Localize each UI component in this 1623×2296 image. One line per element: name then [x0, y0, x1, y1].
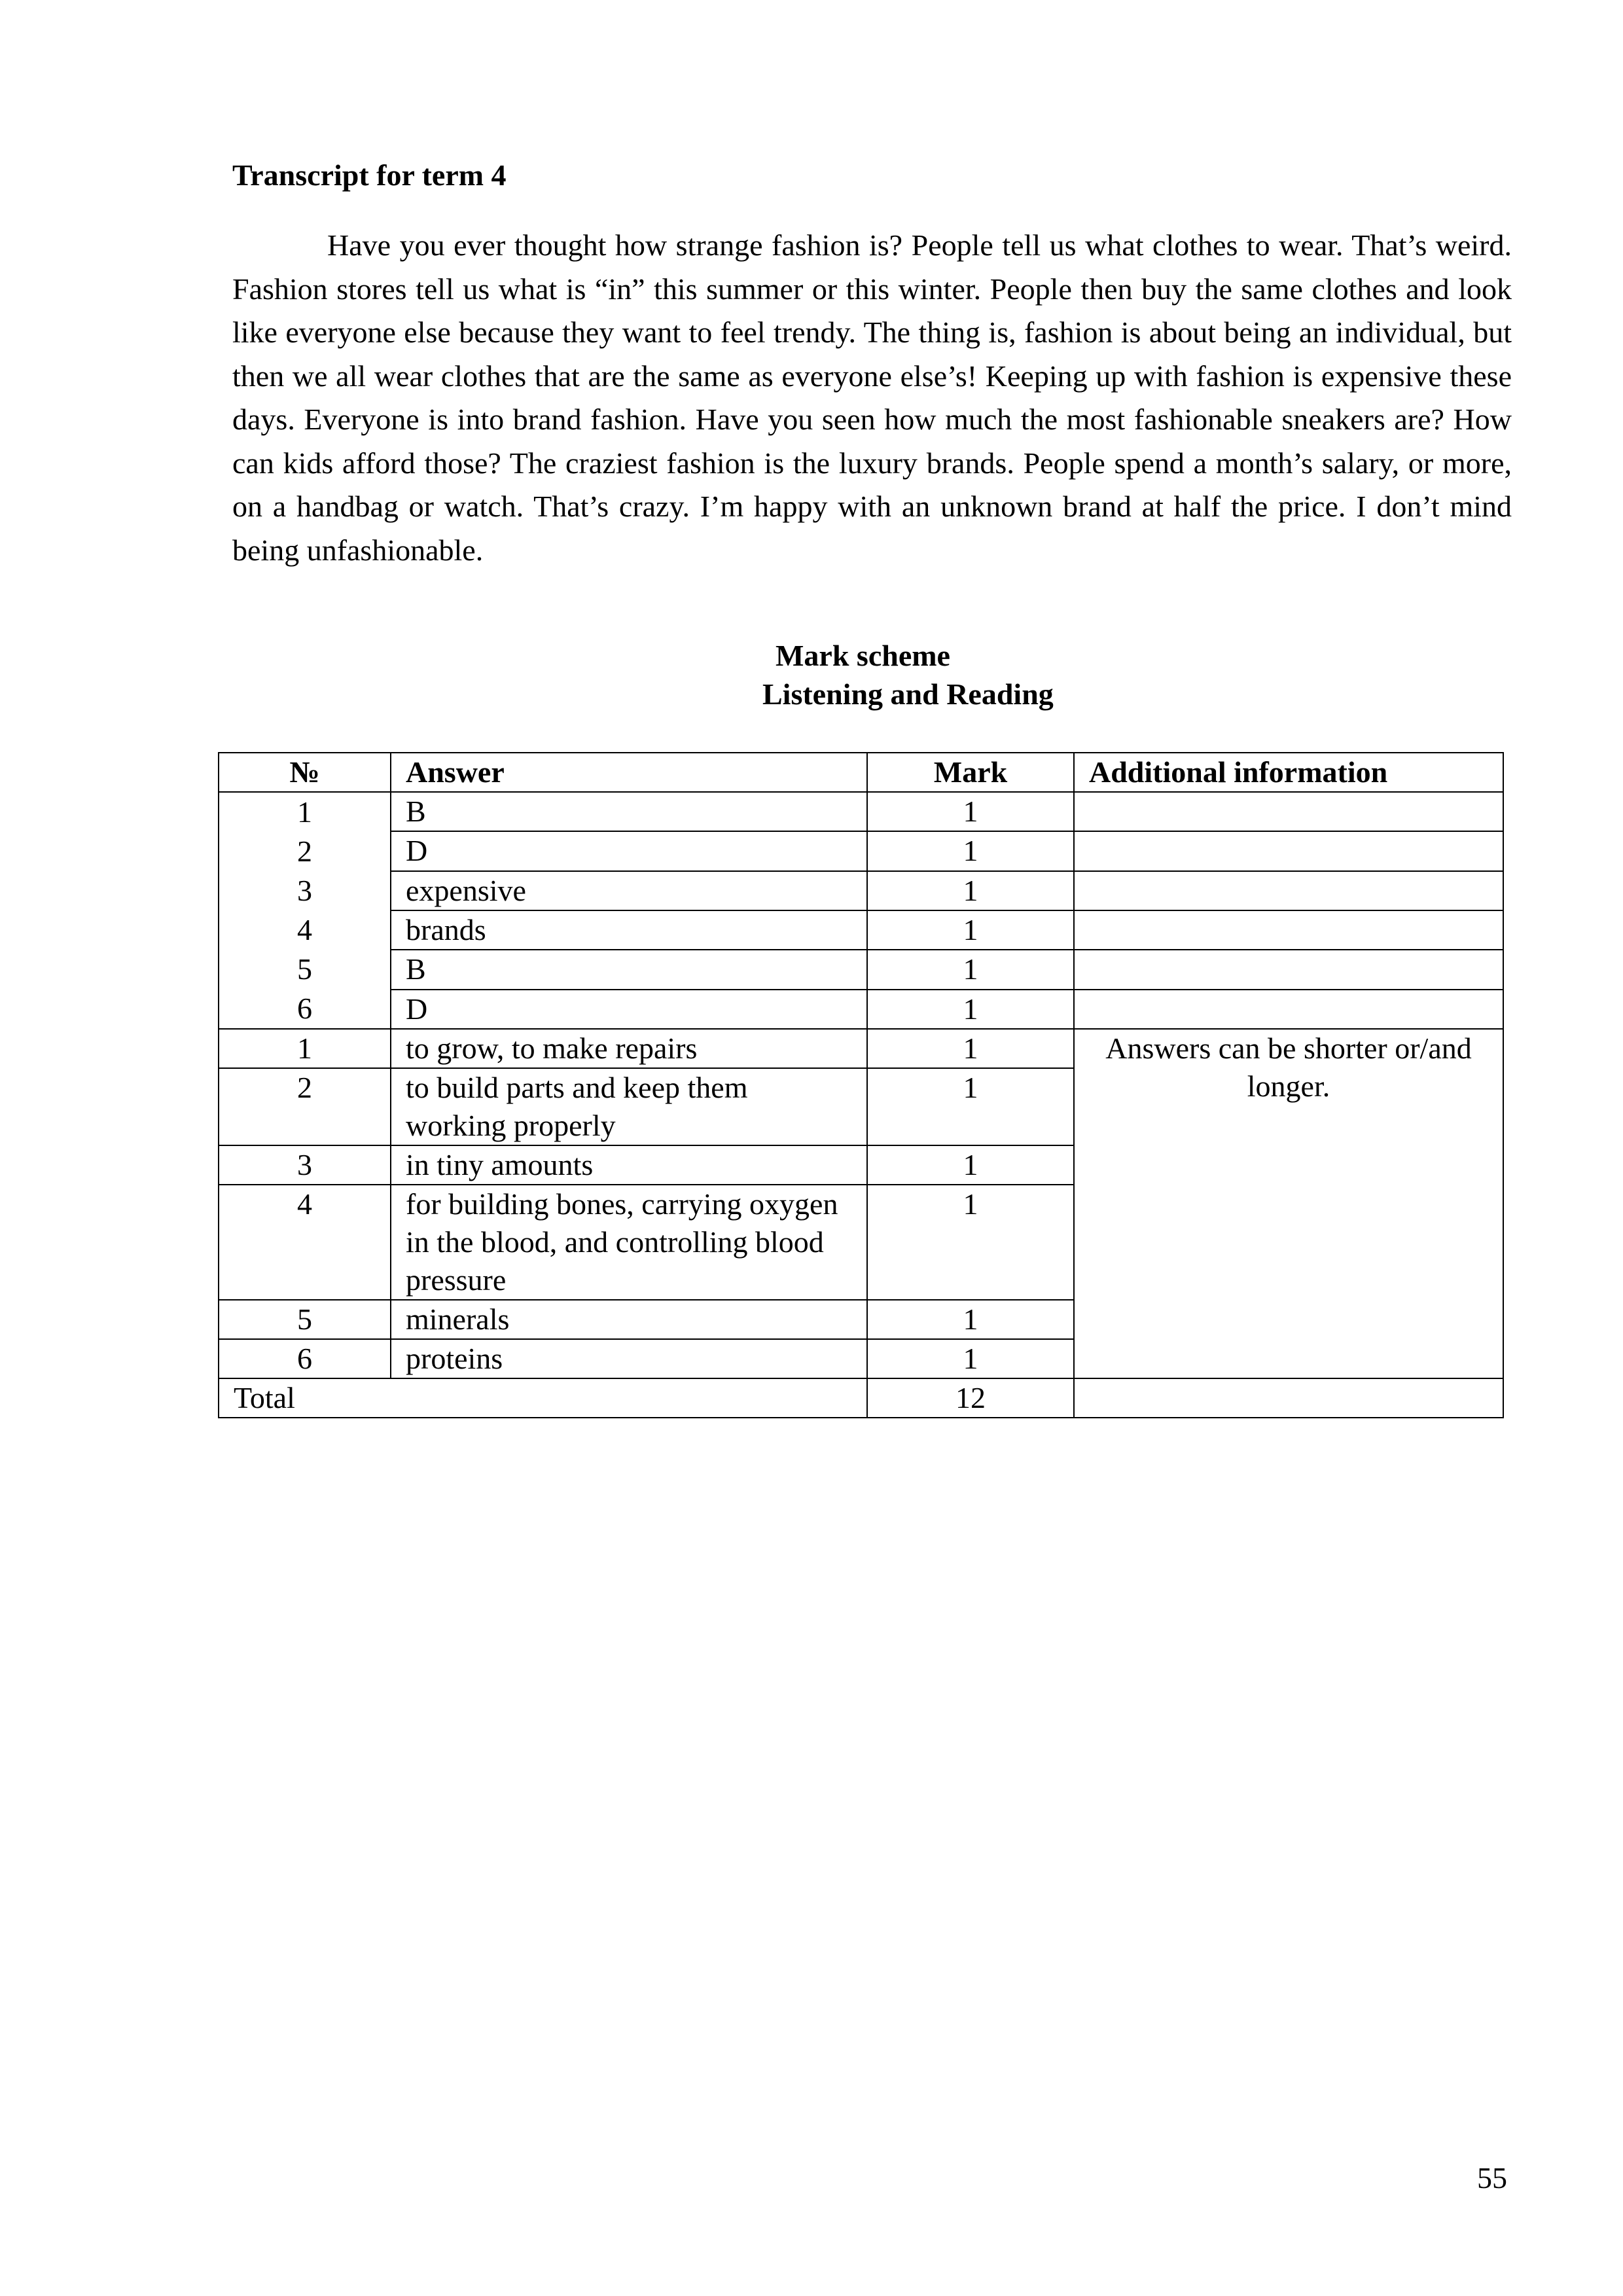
- row-number: 3: [297, 874, 312, 907]
- mark-cell: 1: [867, 1029, 1074, 1068]
- total-value: 12: [867, 1378, 1074, 1418]
- answer-cell: D: [391, 990, 867, 1029]
- answer-cell: expensive: [391, 871, 867, 910]
- additional-info-note: Answers can be shorter or/and longer.: [1074, 1029, 1503, 1378]
- table-row: [219, 831, 1503, 870]
- table-row: [219, 910, 1503, 950]
- mark-cell: 1: [867, 1300, 1074, 1339]
- row-number: 1: [219, 1029, 391, 1068]
- table-row: [219, 1029, 1503, 1068]
- header-number: №: [219, 753, 391, 792]
- mark-cell: 1: [867, 910, 1074, 950]
- transcript-title: Transcript for term 4: [232, 158, 507, 192]
- info-cell: [1074, 831, 1503, 870]
- table-header-row: [219, 753, 1503, 792]
- answer-cell: for building bones, carrying oxygen in the blood, and controlling blood pressure: [391, 1185, 867, 1300]
- table-row: [219, 792, 1503, 831]
- mark-cell: 1: [867, 990, 1074, 1029]
- header-additional-information: Additional information: [1074, 753, 1503, 792]
- answer-cell: B: [391, 792, 867, 831]
- table-row: [219, 871, 1503, 910]
- page-number: 55: [1477, 2161, 1507, 2195]
- mark-cell: 1: [867, 950, 1074, 989]
- info-cell: [1074, 792, 1503, 831]
- info-cell: [1074, 990, 1503, 1029]
- answer-cell: brands: [391, 910, 867, 950]
- answer-cell: to build parts and keep them working properly: [391, 1068, 867, 1145]
- row-number: 6: [297, 992, 312, 1025]
- answer-cell: proteins: [391, 1339, 867, 1378]
- info-cell: [1074, 950, 1503, 989]
- row-number: 6: [219, 1339, 391, 1378]
- row-number: 1: [297, 795, 312, 829]
- header-answer: Answer: [391, 753, 867, 792]
- answer-cell: minerals: [391, 1300, 867, 1339]
- info-cell: [1074, 871, 1503, 910]
- row-number: 2: [297, 834, 312, 868]
- mark-scheme-subtitle: Listening and Reading: [762, 677, 1054, 711]
- answer-cell: to grow, to make repairs: [391, 1029, 867, 1068]
- mark-cell: 1: [867, 1185, 1074, 1300]
- mark-cell: 1: [867, 1068, 1074, 1145]
- info-cell: [1074, 910, 1503, 950]
- answer-cell: B: [391, 950, 867, 989]
- row-number: 2: [219, 1068, 391, 1145]
- table-row: [219, 950, 1503, 989]
- listening-numbers-cell: [219, 792, 391, 1029]
- mark-cell: 1: [867, 871, 1074, 910]
- mark-cell: 1: [867, 792, 1074, 831]
- answer-cell: in tiny amounts: [391, 1145, 867, 1185]
- header-mark: Mark: [867, 753, 1074, 792]
- row-number: 4: [219, 1185, 391, 1300]
- row-number: 4: [297, 913, 312, 946]
- row-number: 3: [219, 1145, 391, 1185]
- mark-cell: 1: [867, 1339, 1074, 1378]
- total-row: [219, 1378, 1503, 1418]
- mark-scheme-table: [218, 752, 1504, 1418]
- total-label: Total: [219, 1378, 867, 1418]
- mark-cell: 1: [867, 831, 1074, 870]
- answer-cell: D: [391, 831, 867, 870]
- info-cell: [1074, 1378, 1503, 1418]
- table-row: [219, 990, 1503, 1029]
- mark-scheme-title: Mark scheme: [776, 639, 950, 672]
- transcript-text: Have you ever thought how strange fashion is? People tell us what clothes to wear. That’s weird. Fashion stores tell us what is “in” this summer or this winter. People then buy the same clothes and look like everyone else because they want to feel trendy. The thing is, fashion is about being an individual, but then we all wear clothes that are the same as everyone else’s! Keeping up with fashion is expensive these days. Everyone is into brand fashion. Have you seen how much the most fashionable sneakers are? How can kids afford those? The craziest fashion is the luxury brands. People spend a month’s salary, or more, on a handbag or watch. That’s crazy. I’m happy with an unknown brand at half the price. I don’t mind being unfashionable.: [232, 228, 1512, 567]
- row-number: 5: [219, 1300, 391, 1339]
- row-number: 5: [297, 952, 312, 986]
- mark-cell: 1: [867, 1145, 1074, 1185]
